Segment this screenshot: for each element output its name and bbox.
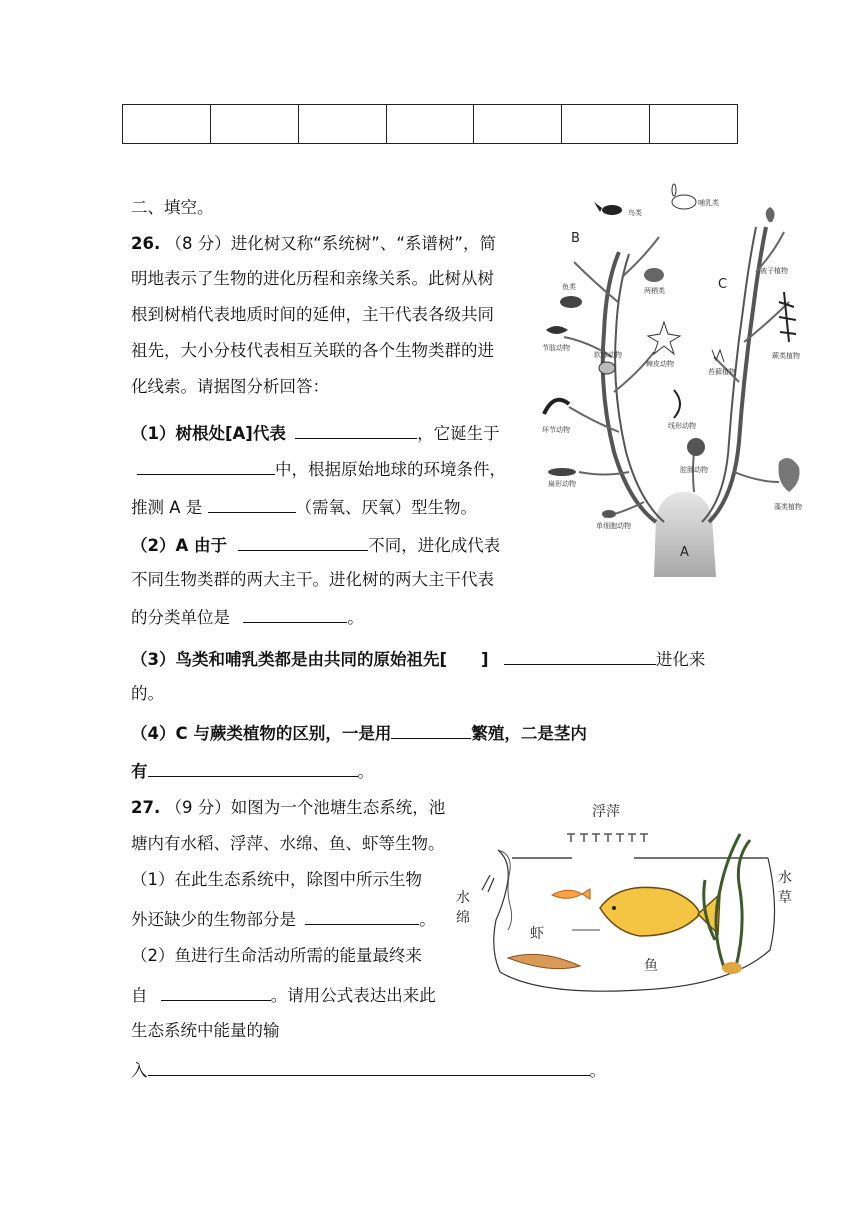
q26-blank-5[interactable]	[243, 605, 347, 623]
tree-label-mammals: 哺乳类	[698, 199, 719, 207]
q26-intro-line-1: 26. （8 分）进化树又称“系统树”、“系谱树”，简	[131, 234, 496, 253]
q26-blank-3[interactable]	[208, 495, 296, 513]
q27-blank-3[interactable]	[148, 1058, 590, 1076]
q26-bracket-close: ]	[481, 650, 489, 669]
q27-part1-text: 外还缺少的生物部分是	[131, 910, 296, 929]
q26-score: （8 分）	[165, 234, 231, 253]
q27-part2-line-3: 生态系统中能量的输	[131, 1021, 280, 1040]
q26-part4-text: 繁殖，二是茎内	[471, 724, 587, 743]
q27-part1-line-2	[131, 907, 436, 931]
pond-label-duckweed: 浮萍	[592, 804, 620, 820]
tree-label-mollusks: 软体动物	[594, 351, 622, 359]
q27-part2-line-1: （2）鱼进行生命活动所需的能量最终来	[131, 946, 422, 965]
q27-intro-line-1: 27. （9 分）如图为一个池塘生态系统，池	[131, 798, 446, 817]
q27-intro-text-1: 如图为一个池塘生态系统，池	[230, 798, 446, 817]
answer-cell[interactable]	[298, 105, 386, 144]
tree-label-B: B	[571, 231, 580, 246]
q26-part3-line-1	[131, 647, 705, 671]
q27-part1-period: 。	[419, 910, 436, 929]
q26-part2-period: 。	[347, 608, 364, 627]
q26-part4-line-1	[131, 721, 587, 745]
q27-number: 27	[131, 798, 154, 817]
nematode-shape	[674, 390, 680, 418]
pond-label-fish: 鱼	[644, 958, 658, 974]
q27-intro-line-2: 塘内有水稻、浮萍、水绵、鱼、虾等生物。	[131, 834, 445, 853]
evolution-tree-figure	[534, 182, 834, 577]
q26-part3-text: 进化来	[655, 650, 706, 669]
big-fish-shape	[600, 887, 700, 936]
q26-blank-6[interactable]	[504, 647, 656, 665]
q26-part2-label: （2）A 由于	[131, 536, 227, 555]
tree-label-nematodes: 线形动物	[668, 422, 696, 430]
tree-label-bryophytes: 苔藓植物	[708, 368, 736, 376]
small-fish-shape	[552, 890, 582, 898]
tree-label-birds: 鸟类	[628, 209, 642, 217]
tree-label-algae: 藻类植物	[774, 503, 802, 511]
coelenterate-shape	[687, 438, 705, 456]
q27-score: （9 分）	[165, 798, 231, 817]
flatworm-shape	[548, 468, 576, 476]
q26-intro-line-2: 明地表示了生物的进化历程和亲缘关系。此树从树	[131, 269, 494, 288]
pond-label-waterweed-1: 水	[778, 870, 792, 886]
answer-cell[interactable]	[650, 105, 738, 144]
q26-part2-text: 不同，进化成代表	[368, 536, 501, 555]
q26-intro-text-1: 进化树又称“系统树”、“系谱树”，简	[230, 234, 496, 253]
tree-label-arthropods: 节肢动物	[542, 344, 570, 352]
bird-shape	[602, 205, 622, 215]
q26-blank-8[interactable]	[148, 759, 358, 777]
q26-blank-1[interactable]	[295, 421, 417, 439]
section-heading: 二、填空。	[131, 198, 214, 217]
answer-cell[interactable]	[123, 105, 211, 144]
q27-part1-line-1: （1）在此生态系统中，除图中所示生物	[131, 870, 422, 889]
q26-part2-line-2: 不同生物类群的两大主干。进化树的两大主干代表	[131, 570, 494, 589]
tree-label-coelenterates: 腔肠动物	[680, 466, 708, 474]
tree-label-flatworms: 扁形动物	[548, 480, 576, 488]
q26-part2-text-3: 的分类单位是	[131, 608, 230, 627]
q26-intro-line-5: 化线索。请据图分析回答：	[131, 377, 329, 396]
q27-part2-text-2: 。请用公式表达出来此	[270, 986, 436, 1005]
tree-label-C: C	[718, 277, 728, 292]
flower-shape	[766, 207, 775, 222]
tree-label-protozoa: 单细胞动物	[596, 522, 631, 530]
tree-label-seed-plants: 被子植物	[760, 267, 788, 275]
tree-label-echinoderms: 棘皮动物	[646, 360, 674, 368]
q26-part2-line-1	[131, 533, 500, 557]
pond-label-spirogyra-2: 绵	[456, 910, 470, 926]
q26-part4-label: （4）C 与蕨类植物的区别，一是用	[131, 724, 392, 743]
q27-blank-2[interactable]	[161, 983, 271, 1001]
q26-part1-label: （1）树根处[A]代表	[131, 424, 286, 443]
q26-part3-label: （3）鸟类和哺乳类都是由共同的原始祖先[	[131, 650, 448, 669]
algae-shape	[778, 458, 799, 492]
q27-part2-text: 自	[131, 986, 148, 1005]
rabbit-shape	[672, 195, 696, 209]
answer-cell[interactable]	[386, 105, 474, 144]
pond-label-shrimp: 虾	[530, 926, 544, 942]
q26-part4-line-2	[131, 759, 374, 783]
starfish-shape	[648, 322, 680, 354]
q27-part2-line-4	[131, 1058, 606, 1082]
q26-part3-line-2: 的。	[131, 684, 164, 703]
fern-shape	[779, 292, 796, 342]
snail-shape	[599, 362, 615, 374]
q27-part2-line-2	[131, 983, 436, 1007]
q27-blank-1[interactable]	[305, 907, 419, 925]
q26-part2-line-3	[131, 605, 364, 629]
tree-label-fish: 鱼类	[562, 283, 576, 291]
q26-number: 26	[131, 234, 154, 253]
q26-part1-text: ，它诞生于	[417, 424, 500, 443]
q26-blank-4[interactable]	[238, 533, 368, 551]
q26-blank-2[interactable]	[137, 457, 275, 475]
q26-part4-period: 。	[357, 762, 374, 781]
q27-part2-text-4: 入	[131, 1061, 148, 1080]
duckweed-icons	[567, 834, 648, 842]
tree-label-amphibians: 两栖类	[644, 287, 665, 295]
answer-cell[interactable]	[562, 105, 650, 144]
tree-label-ferns: 蕨类植物	[772, 352, 800, 360]
frog-shape	[644, 268, 664, 282]
q26-part1-text-2: 中，根据原始地球的环境条件，	[275, 460, 506, 479]
answer-cell[interactable]	[210, 105, 298, 144]
q26-part1-line-3	[131, 495, 477, 519]
pond-ecosystem-figure	[450, 790, 810, 1005]
q26-part1-text-4: （需氧、厌氧）型生物。	[295, 498, 478, 517]
q27-part2-period: 。	[589, 1061, 606, 1080]
q26-part4-text-2: 有	[131, 762, 148, 781]
q26-intro-line-3: 根到树梢代表地质时间的延伸，主干代表各级共同	[131, 305, 494, 324]
shrimp-shape	[508, 954, 580, 968]
protozoa-shape	[602, 510, 616, 518]
pond-label-waterweed-2: 草	[778, 890, 792, 906]
insect-shape	[546, 326, 568, 334]
fish-shape	[560, 296, 582, 308]
table-row	[123, 105, 738, 144]
q26-blank-7[interactable]	[391, 721, 471, 739]
q26-part1-text-3: 推测 A 是	[131, 498, 203, 517]
q26-part1-line-1	[131, 421, 500, 445]
answer-table	[122, 104, 738, 144]
worm-shape	[544, 400, 569, 414]
q26-intro-line-4: 祖先，大小分枝代表相互关联的各个生物类群的进	[131, 341, 494, 360]
answer-cell[interactable]	[474, 105, 562, 144]
pond-label-spirogyra-1: 水	[456, 890, 470, 906]
tree-trunk	[654, 492, 716, 577]
q26-part1-line-2	[131, 457, 506, 481]
tree-label-annelids: 环节动物	[542, 426, 570, 434]
tree-label-A: A	[680, 545, 689, 560]
